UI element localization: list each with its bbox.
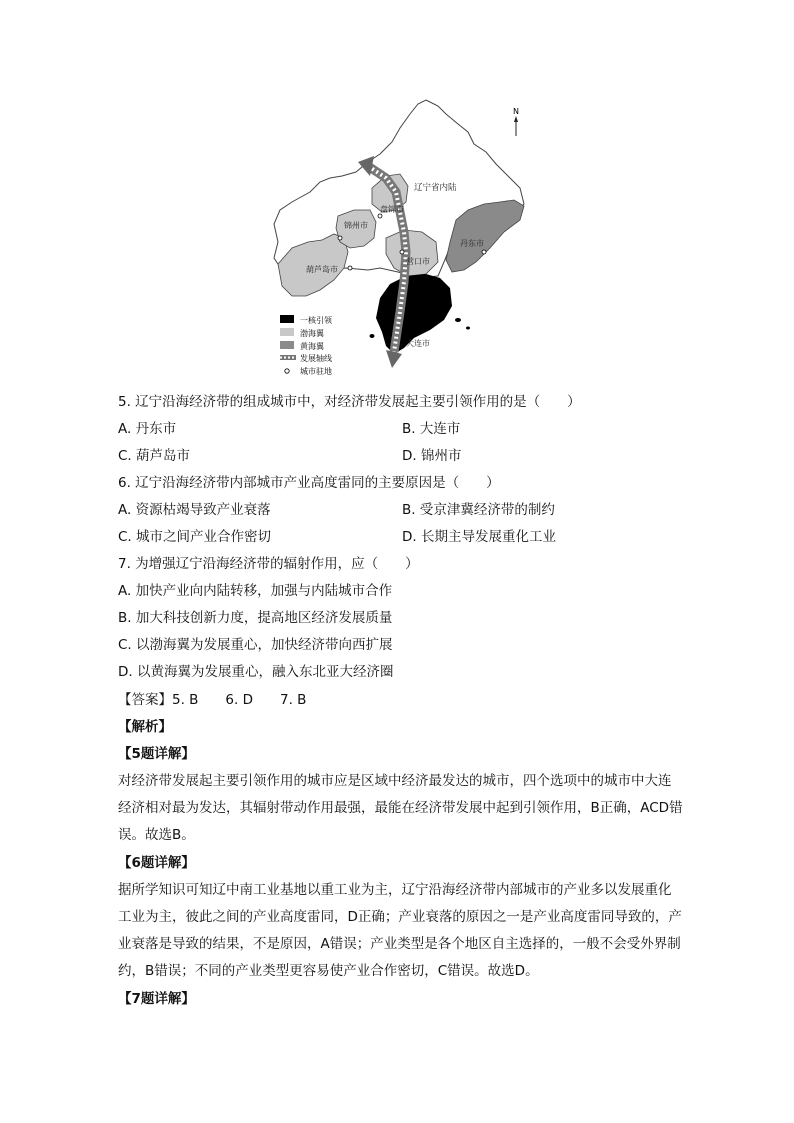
liaoning-map-figure — [268, 92, 530, 384]
q5-stem: 5. 辽宁沿海经济带的组成城市中，对经济带发展起主要引领作用的是（ ） — [118, 394, 581, 410]
q7-option-c: C. 以渤海翼为发展重心，加快经济带向西扩展 — [118, 637, 393, 653]
q6-option-c: C. 城市之间产业合作密切 — [118, 529, 272, 545]
legend-huanghai: 黄海翼 — [300, 342, 324, 351]
q5-option-c: C. 葫芦岛市 — [118, 448, 191, 464]
q6-option-a: A. 资源枯竭导致产业衰落 — [118, 502, 271, 518]
legend-bohai: 渤海翼 — [300, 329, 324, 338]
answer-line: 【答案】5. B 6. D 7. B — [118, 692, 307, 708]
label-inland: 辽宁省内陆 — [414, 183, 457, 193]
q5-option-b: B. 大连市 — [402, 421, 461, 437]
q7-stem: 7. 为增强辽宁沿海经济带的辐射作用，应（ ） — [118, 556, 419, 572]
north-label: N — [513, 107, 519, 116]
detail-6-heading: 【6题详解】 — [118, 855, 195, 871]
q7-option-b: B. 加大科技创新力度，提高地区经济发展质量 — [118, 610, 393, 626]
q6-option-b: B. 受京津冀经济带的制约 — [402, 502, 555, 518]
q7-option-d: D. 以黄海翼为发展重心，融入东北亚大经济圈 — [118, 664, 394, 680]
label-jinzhou: 锦州市 — [344, 221, 368, 230]
detail-5-heading: 【5题详解】 — [118, 746, 195, 762]
label-dalian: 大连市 — [406, 339, 430, 348]
legend-core: 一核引领 — [300, 316, 332, 325]
axis-arrowhead-south — [386, 350, 402, 368]
q6-option-d: D. 长期主导发展重化工业 — [402, 529, 556, 545]
label-yingkou: 营口市 — [406, 257, 430, 266]
legend-axis: 发展轴线 — [300, 354, 332, 363]
map-legend — [280, 315, 333, 376]
label-dandong: 丹东市 — [460, 239, 484, 248]
detail-5-text: 对经济带发展起主要引领作用的城市应是区域中经济最发达的城市，四个选项中的城市中大连经济相对最为发达，其辐射带动作用最强，最能在经济带发展中起到引领作用，B正确，ACD错误。故选B。 — [118, 773, 683, 843]
detail-6-text: 据所学知识可知辽中南工业基地以重工业为主，辽宁沿海经济带内部城市的产业多以发展重化工业为主，彼此之间的产业高度雷同，D正确；产业衰落的原因之一是产业高度雷同导致的，产业衰落是导致的结果，不是原因，A错误；产业类型是各个地区自主选择的，一般不会受外界制约，B错误；不同的产业类型更容易使产业合作密切，C错误。故选D。 — [118, 882, 682, 979]
q7-option-a: A. 加快产业向内陆转移，加强与内陆城市合作 — [118, 583, 393, 599]
q5-option-d: D. 锦州市 — [402, 448, 462, 464]
legend-city: 城市驻地 — [300, 367, 332, 376]
liaoning-map — [268, 92, 530, 384]
label-huludao: 葫芦岛市 — [306, 265, 338, 274]
q5-option-a: A. 丹东市 — [118, 421, 177, 437]
detail-7-heading: 【7题详解】 — [118, 991, 195, 1007]
label-panjin: 盘锦市 — [380, 205, 404, 214]
q6-stem: 6. 辽宁沿海经济带内部城市产业高度雷同的主要原因是（ ） — [118, 475, 500, 491]
analysis-heading: 【解析】 — [118, 719, 172, 735]
